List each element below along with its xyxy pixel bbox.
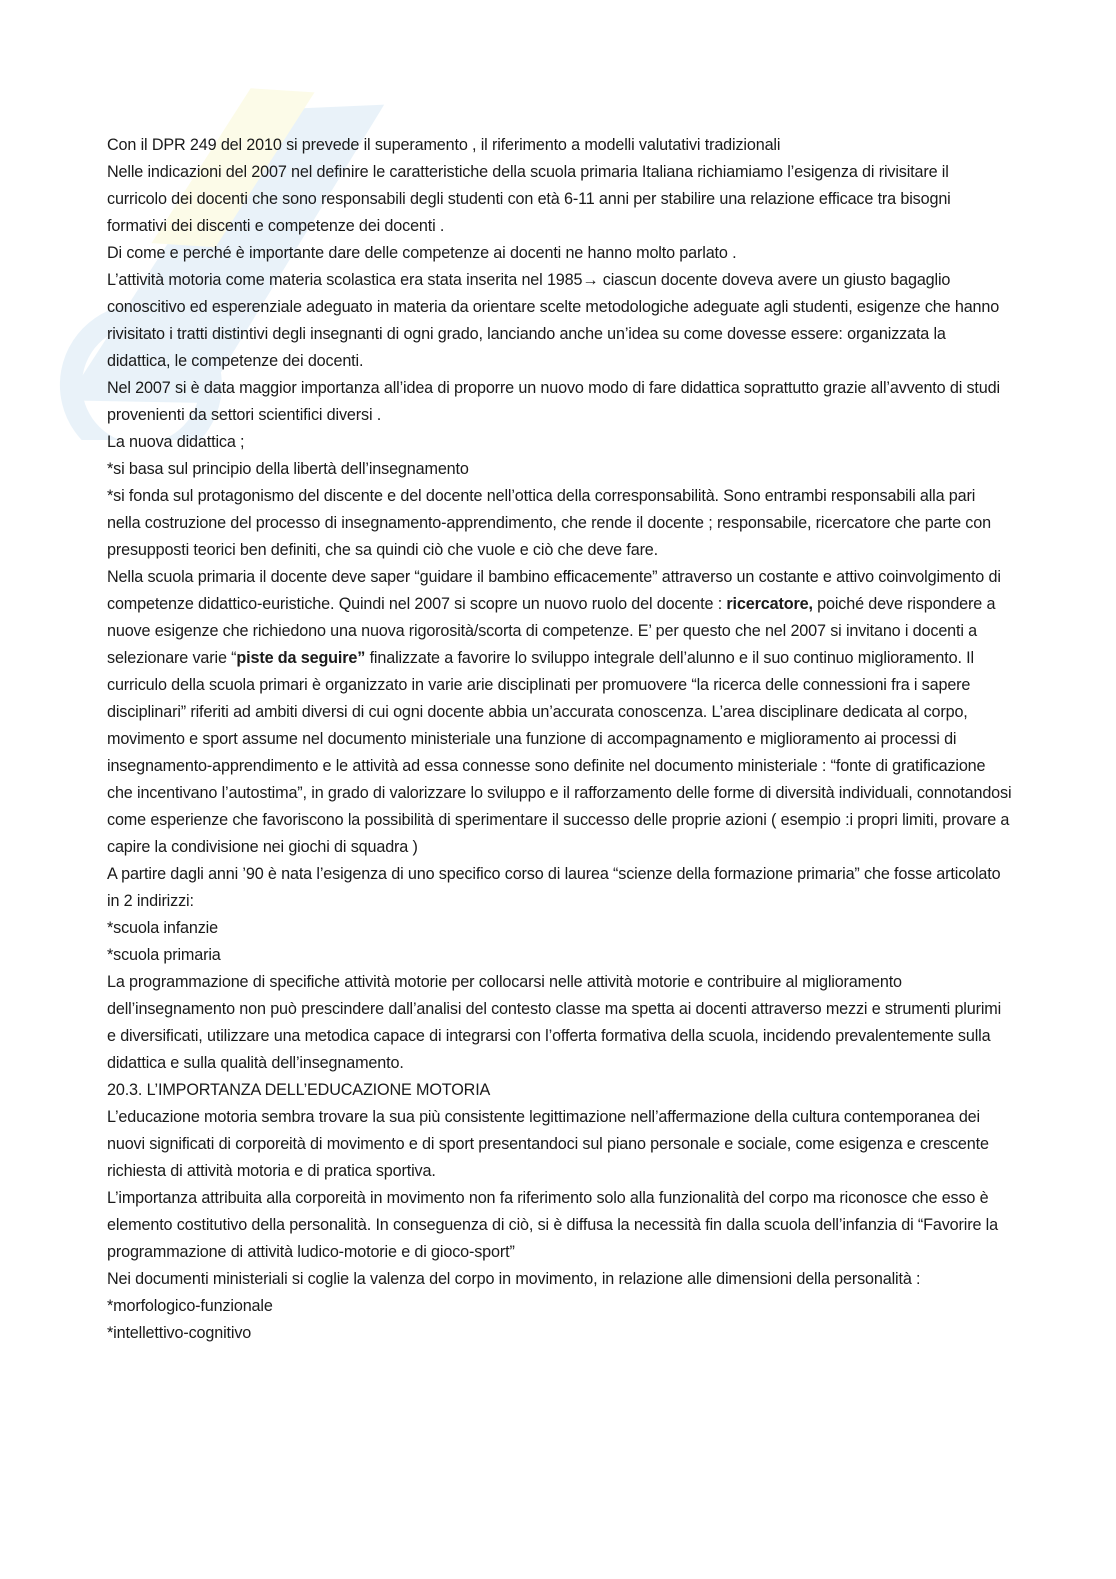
bullet-item: *si fonda sul protagonismo del discente e del docente nell’ottica della corresponsabilità. Sono entrambi responsabili alla pari nella costruzione del processo di insegnamento-apprendimento, che rende il docente ; responsabile, ricercatore che parte con presupposti teorici ben definiti, che sa quindi ciò che vuole e ciò che deve fare. <box>107 487 991 559</box>
paragraph: A partire dagli anni ’90 è nata l’esigenza di uno specifico corso di laurea “scienze della formazione primaria” che fosse articolato in 2 indirizzi: <box>107 865 1001 910</box>
paragraph: Di come e perché è importante dare delle competenze ai docenti ne hanno molto parlato . <box>107 244 737 262</box>
text-run: Nella scuola primaria il docente deve saper “guidare il bambino efficacemente” attraverso un costante e attivo coinvolgimento di competenze didattico-euristiche. Quindi nel 2007 si scopre un nuovo ruolo del docente : <box>107 568 1001 613</box>
paragraph: Con il DPR 249 del 2010 si prevede il superamento , il riferimento a modelli valutativi tradizionali <box>107 136 781 154</box>
bullet-item: *intellettivo-cognitivo <box>107 1324 252 1342</box>
paragraph: La programmazione di specifiche attività motorie per collocarsi nelle attività motorie e contribuire al miglioramento dell’insegnamento non può prescindere dall’analisi del contesto classe ma spetta ai docenti attraverso mezzi e strumenti plurimi e diversificati, utilizzare una metodica capace di integrarsi con l’offerta formativa della scuola, incidendo prevalentemente sulla didattica e sulla qualità dell’insegnamento. <box>107 973 1002 1072</box>
bold-term: ricercatore, <box>726 595 813 613</box>
paragraph: Nelle indicazioni del 2007 nel definire le caratteristiche della scuola primaria Italiana richiamiamo l’esigenza di rivisitare il curricolo dei docenti che sono responsabili degli studenti con età 6-11 anni per stabilire una relazione efficace tra bisogni formativi dei discenti e competenze dei docenti . <box>107 163 951 235</box>
section-heading: 20.3. L’IMPORTANZA DELL’EDUCAZIONE MOTORIA <box>107 1081 491 1099</box>
paragraph: L’attività motoria come materia scolastica era stata inserita nel 1985→ ciascun docente doveva avere un giusto bagaglio conoscitivo ed esperenziale adeguato in materia da orientare scelte metodologiche adeguate agli studenti, esigenze che hanno rivisitato i tratti distintivi degli insegnanti di ogni grado, lanciando anche un’idea su come dovesse essere: organizzata la didattica, le competenze dei docenti. <box>107 271 1000 370</box>
document-body <box>107 132 1012 1347</box>
bullet-item: *scuola infanzie <box>107 919 218 937</box>
paragraph: La nuova didattica ; <box>107 433 245 451</box>
bullet-item: *si basa sul principio della libertà dell’insegnamento <box>107 460 469 478</box>
paragraph: L’educazione motoria sembra trovare la sua più consistente legittimazione nell’affermazione della cultura contemporanea dei nuovi significati di corporeità di movimento e di sport presentandoci sul piano personale e sociale, come esigenza e crescente richiesta di attività motoria e di pratica sportiva. <box>107 1108 989 1180</box>
text-run: finalizzate a favorire lo sviluppo integrale dell’alunno e il suo continuo miglioramento. Il curriculo della scuola primari è organizzato in varie arie disciplinati per promuovere “la ricerca delle connessioni fra i sapere disciplinari” riferiti ad ambiti diversi di cui ogni docente abbia un’accurata conoscenza. L’area disciplinare dedicata al corpo, movimento e sport assume nel documento ministeriale una funzione di accompagnamento e miglioramento ai processi di insegnamento-apprendimento e le attività ad essa connesse sono definite nel documento ministeriale : “fonte di gratificazione che incentivano l’autostima”, in grado di valorizzare lo sviluppo e il rafforzamento delle forme di diversità individuali, connotandosi come esperienze che favoriscono la possibilità di sperimentare il successo delle proprie azioni ( esempio :i propri limiti, provare a capire la condivisione nei giochi di squadra ) <box>107 649 1012 856</box>
bold-term: piste da seguire” <box>236 649 366 667</box>
bullet-item: *scuola primaria <box>107 946 221 964</box>
paragraph: L’importanza attribuita alla corporeità in movimento non fa riferimento solo alla funzionalità del corpo ma riconosce che esso è elemento costitutivo della personalità. In conseguenza di ciò, si è diffusa la necessità fin dalla scuola dell’infanzia di “Favorire la programmazione di attività ludico-motorie e di gioco-sport” <box>107 1189 998 1261</box>
paragraph-research <box>107 564 1012 861</box>
text-run: poiché deve rispondere a nuove esigenze che richiedono una nuova rigorosità/scorta di competenze. E’ per questo che nel 2007 si invitano i docenti a selezionare varie “ <box>107 595 996 667</box>
paragraph: Nei documenti ministeriali si coglie la valenza del corpo in movimento, in relazione alle dimensioni della personalità : <box>107 1270 921 1288</box>
bullet-item: *morfologico-funzionale <box>107 1297 273 1315</box>
paragraph: Nel 2007 si è data maggior importanza all’idea di proporre un nuovo modo di fare didattica soprattutto grazie all’avvento di studi provenienti da settori scientifici diversi . <box>107 379 1000 424</box>
